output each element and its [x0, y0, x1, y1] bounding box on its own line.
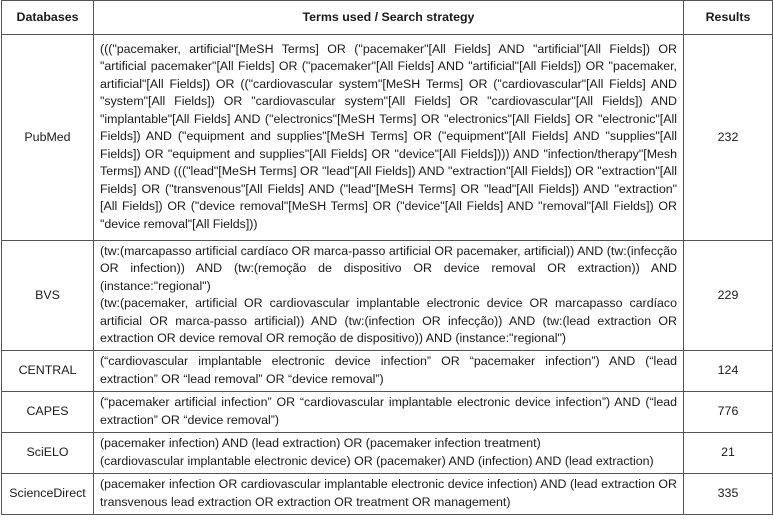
database-name: BVS [2, 241, 94, 351]
database-name: SciELO [2, 433, 94, 474]
table-row [2, 392, 773, 433]
result-count: 776 [684, 392, 773, 433]
search-terms [94, 433, 684, 474]
header-results: Results [684, 1, 773, 35]
result-count: 232 [684, 35, 773, 241]
database-name: PubMed [2, 35, 94, 241]
header-databases: Databases [2, 1, 94, 35]
result-count: 124 [684, 351, 773, 392]
table-row [2, 433, 773, 474]
search-terms: (pacemaker infection OR cardiovascular implantable electronic device infection) AND (lead extraction OR transvenous lead extraction OR extraction OR treatment OR management) [94, 474, 684, 515]
search-terms-line: (tw:(pacemaker, artificial OR cardiovascular implantable electronic device OR marcapasso cardíaco artificial OR marca-passo artificial)) AND (tw:(infection OR infecção)) AND (tw:(lead extraction OR extraction OR device removal OR remoção de dispositivo)) AND (instance:"regional") [100, 296, 677, 345]
result-count: 229 [684, 241, 773, 351]
table-row [2, 351, 773, 392]
table-row [2, 474, 773, 515]
table-row [2, 35, 773, 241]
table-row [2, 241, 773, 351]
search-terms-line: (tw:(marcapasso artificial cardíaco OR marca-passo artificial OR pacemaker, artificial)) AND (tw:(infecção OR infection)) AND (tw:(remoção de dispositivo OR device removal OR extraction)) AND (instance:"regional") [100, 243, 677, 293]
result-count: 21 [684, 433, 773, 474]
search-terms [94, 241, 684, 351]
database-name: CAPES [2, 392, 94, 433]
search-terms: (“pacemaker artificial infection” OR “cardiovascular implantable electronic device infection”) AND (“lead extraction” OR “device removal”) [94, 392, 684, 433]
search-terms: ((("pacemaker, artificial"[MeSH Terms] OR ("pacemaker"[All Fields] AND "artificial"[All Fields]) OR "artificial pacemaker"[All Fields] OR ("pacemaker"[All Fields] AND "artificial"[All Fields]) OR "pacemaker, artificial"[All Fields]) OR (("cardiovascular system"[MeSH Terms] OR ("cardiovascular"[All Fields] AND "system"[All Fields]) OR "cardiovascular system"[All Fields] OR "cardiovascular"[All Fields]) AND "implantable"[All Fields] AND ("electronics"[MeSH Terms] OR "electronics"[All Fields] OR "electronic"[All Fields]) AND ("equipment and supplies"[MeSH Terms] OR ("equipment"[All Fields] AND "supplies"[All Fields]) OR "equipment and supplies"[All Fields] OR "device"[All Fields]))) AND "infection/therapy"[Mesh Terms]) AND ((("lead"[MeSH Terms] OR "lead"[All Fields]) AND "extraction"[All Fields]) OR "extraction"[All Fields] OR ("transvenous"[All Fields] AND ("lead"[MeSH Terms] OR "lead"[All Fields]) AND "extraction"[All Fields]) OR ("device removal"[MeSH Terms] OR ("device"[All Fields] AND "removal"[All Fields]) OR "device removal"[All Fields])) [94, 35, 684, 241]
database-name: ScienceDirect [2, 474, 94, 515]
search-terms: (“cardiovascular implantable electronic device infection” OR “pacemaker infection”) AND (“lead extraction” OR “lead removal” OR “device removal”) [94, 351, 684, 392]
database-name: CENTRAL [2, 351, 94, 392]
search-terms-line: (pacemaker infection) AND (lead extraction) OR (pacemaker infection treatment) [100, 436, 541, 450]
search-terms-line: (cardiovascular implantable electronic device) OR (pacemaker) AND (infection) AND (lead extraction) [100, 453, 654, 468]
search-strategy-table [1, 0, 773, 515]
header-row [2, 1, 773, 35]
result-count: 335 [684, 474, 773, 515]
header-terms: Terms used / Search strategy [94, 1, 684, 35]
